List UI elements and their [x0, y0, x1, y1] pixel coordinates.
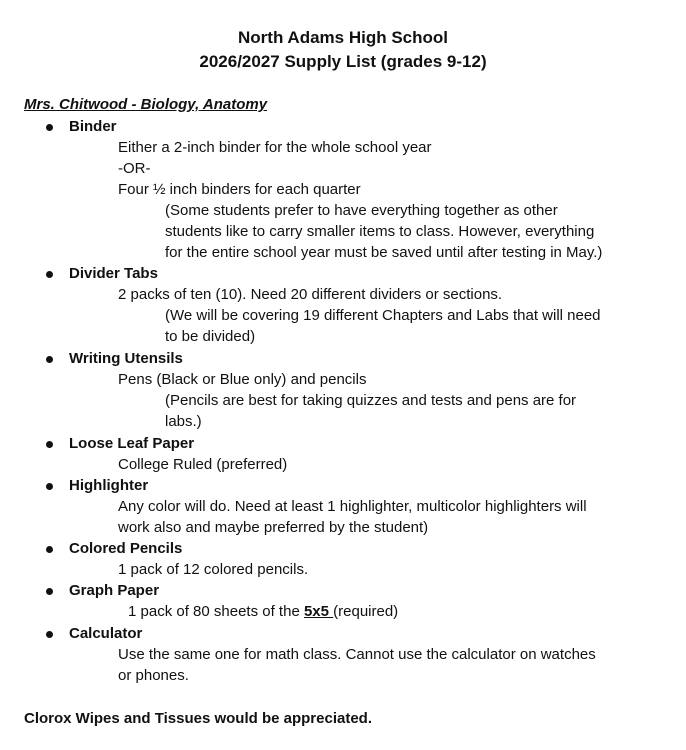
item-heading: Binder: [69, 118, 117, 135]
item-heading: Loose Leaf Paper: [69, 435, 195, 452]
item-line-text: (required): [333, 603, 399, 620]
item-heading: Graph Paper: [69, 582, 160, 599]
bullet-icon: [46, 483, 53, 490]
item-note-line: (Pencils are best for taking quizzes and tests and pens are for: [165, 392, 577, 409]
item-line: -OR-: [118, 160, 151, 177]
item-line: College Ruled (preferred): [118, 456, 288, 473]
bullet-icon: [46, 271, 53, 278]
item-line: 1 pack of 12 colored pencils.: [118, 561, 309, 578]
item-note-line: for the entire school year must be saved until after testing in May.): [165, 244, 603, 261]
item-note-line: labs.): [165, 413, 202, 430]
item-heading: Highlighter: [69, 477, 149, 494]
bullet-icon: [46, 356, 53, 363]
item-note-line: students like to carry smaller items to class. However, everything: [165, 223, 595, 240]
item-note-line: to be divided): [165, 328, 256, 345]
graph-size-emphasis: 5x5: [303, 603, 334, 620]
item-note-line: (We will be covering 19 different Chapters and Labs that will need: [165, 307, 601, 324]
bullet-icon: [46, 631, 53, 638]
footer-note: Clorox Wipes and Tissues would be appreciated.: [24, 710, 373, 727]
item-heading: Colored Pencils: [69, 540, 183, 557]
item-line: Four ½ inch binders for each quarter: [118, 181, 361, 198]
item-line: work also and maybe preferred by the student): [118, 519, 429, 536]
item-heading: Writing Utensils: [69, 350, 183, 367]
item-note-line: (Some students prefer to have everything together as other: [165, 202, 558, 219]
item-line-text: 1 pack of 80 sheets of the: [128, 603, 304, 620]
bullet-icon: [46, 588, 53, 595]
item-heading: Divider Tabs: [69, 265, 158, 282]
bullet-icon: [46, 546, 53, 553]
list-title: 2026/2027 Supply List (grades 9-12): [199, 52, 487, 71]
item-line: Any color will do. Need at least 1 highlighter, multicolor highlighters will: [118, 498, 587, 515]
school-name: North Adams High School: [238, 28, 448, 47]
item-line: [128, 603, 398, 620]
bullet-icon: [46, 124, 53, 131]
teacher-heading: Mrs. Chitwood - Biology, Anatomy: [24, 96, 268, 113]
item-line: Use the same one for math class. Cannot use the calculator on watches: [118, 646, 596, 663]
item-heading: Calculator: [69, 625, 143, 642]
bullet-icon: [46, 441, 53, 448]
item-line: Pens (Black or Blue only) and pencils: [118, 371, 367, 388]
item-line: or phones.: [118, 667, 189, 684]
item-line: 2 packs of ten (10). Need 20 different dividers or sections.: [118, 286, 503, 303]
item-line: Either a 2-inch binder for the whole school year: [118, 139, 432, 156]
